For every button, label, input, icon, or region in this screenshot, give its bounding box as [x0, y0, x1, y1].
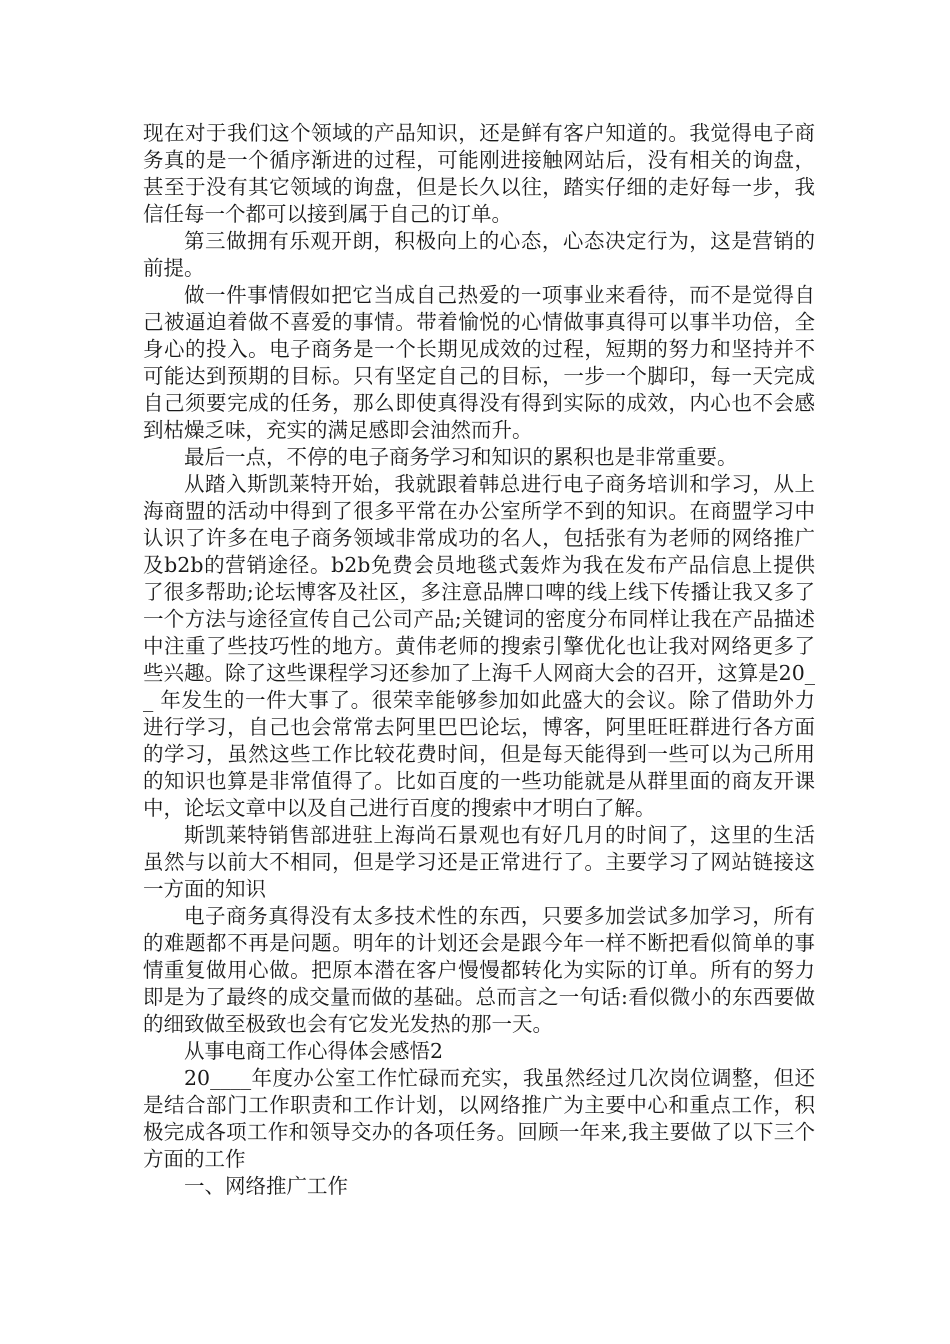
paragraph: 电子商务真得没有太多技术性的东西，只要多加尝试多加学习，所有的难题都不再是问题。明年的计划还会是跟今年一样不断把看似简单的事情重复做用心做。把原本潜在客户慢慢都转化为实际的订单。所有的努力即是为了最终的成交量而做的基础。总而言之一句话:看似微小的东西要做的细致做至极致也会有它发光发热的那一天。: [143, 904, 815, 1036]
paragraph: 最后一点，不停的电子商务学习和知识的累积也是非常重要。: [184, 445, 738, 469]
document-body: [143, 120, 815, 1200]
section-heading: 从事电商工作心得体会感悟2: [184, 1039, 444, 1063]
paragraph: 从踏入斯凯莱特开始，我就跟着韩总进行电子商务培训和学习，从上海商盟的活动中得到了很多平常在办公室所学不到的知识。在商盟学习中认识了许多在电子商务领域非常成功的名人，包括张有为老师的网络推广及b2b的营销途径。b2b免费会员地毯式轰炸为我在发布产品信息上提供了很多帮助;论坛博客及社区，多注意品牌口啤的线上线下传播让我又多了一个方法与途径宣传自己公司产品;关键词的密度分布同样让我在产品描述中注重了些技巧性的地方。黄伟老师的搜索引擎优化也让我对网络更多了些兴趣。除了这些课程学习还参加了上海千人网商大会的召开，这算是20__ 年发生的一件大事了。很荣幸能够参加如此盛大的会议。除了借助外力进行学习，自己也会常常去阿里巴巴论坛，博客，阿里旺旺群进行各方面的学习，虽然这些工作比较花费时间，但是每天能得到一些可以为己所用的知识也算是非常值得了。比如百度的一些功能就是从群里面的商友开课中，论坛文章中以及自己进行百度的搜索中才明白了解。: [143, 472, 815, 820]
paragraph: 斯凯莱特销售部进驻上海尚石景观也有好几月的时间了，这里的生活虽然与以前大不相同，但是学习还是正常进行了。主要学习了网站链接这一方面的知识: [143, 823, 815, 901]
paragraph: 第三做拥有乐观开朗，积极向上的心态，心态决定行为，这是营销的前提。: [143, 229, 815, 280]
paragraph: 现在对于我们这个领域的产品知识，还是鲜有客户知道的。我觉得电子商务真的是一个循序渐进的过程，可能刚进接触网站后，没有相关的询盘，甚至于没有其它领域的询盘，但是长久以往，踏实仔细的走好每一步，我信任每一个都可以接到属于自己的订单。: [143, 121, 815, 226]
paragraph: 做一件事情假如把它当成自己热爱的一项事业来看待，而不是觉得自己被逼迫着做不喜爱的事情。带着愉悦的心情做事真得可以事半功倍，全身心的投入。电子商务是一个长期见成效的过程，短期的努力和坚持并不可能达到预期的目标。只有坚定自己的目标，一步一个脚印，每一天完成自己须要完成的任务，那么即使真得没有得到实际的成效，内心也不会感到枯燥乏味，充实的满足感即会油然而升。: [143, 283, 815, 442]
paragraph: 20____年度办公室工作忙碌而充实，我虽然经过几次岗位调整，但还是结合部门工作职责和工作计划，以网络推广为主要中心和重点工作，积极完成各项工作和领导交办的各项任务。回顾一年来,我主要做了以下三个方面的工作: [143, 1066, 815, 1171]
subsection-heading: 一、网络推广工作: [184, 1174, 348, 1198]
